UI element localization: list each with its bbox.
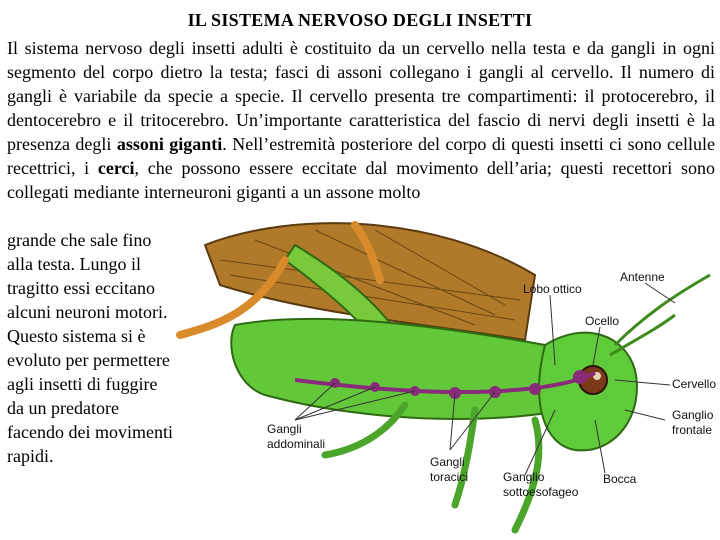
label-gangli-addominali-2: addominali xyxy=(267,437,326,451)
intro-text-3: , che possono essere eccitate dal movimento dell’aria; questi recettori sono collegati mediante interneuroni giganti a un assone molto xyxy=(7,158,716,202)
label-antenne: Antenne xyxy=(620,270,665,284)
page-title: IL SISTEMA NERVOSO DEGLI INSETTI xyxy=(187,10,533,30)
label-ganglio-sottoesofageo-1: Ganglio xyxy=(503,470,545,484)
label-lobo-ottico: Lobo ottico xyxy=(523,282,582,296)
intro-text-1: Il sistema nervoso degli insetti adulti è costituito da un cervello nella testa e da gangli in ogni segmento del corpo dietro la testa; fasci di assoni collegano i gangli al cervello. Il numero di gangli è variabile da specie a specie. Il cervello presenta tre compartimenti: il protocerebro, il dentocerebro e il tritocerebro. Un’importante caratteristica del fascio di nervi degli insetti è la presenza degli xyxy=(7,38,715,154)
label-ocello: Ocello xyxy=(585,314,620,328)
label-cervello: Cervello xyxy=(672,377,717,391)
label-ganglio-sottoesofageo-2: sottoesofageo xyxy=(503,485,579,499)
grasshopper-body xyxy=(231,319,587,419)
intro-text-2: . Nell’estremità posteriore del corpo di questi insetti ci sono cellule recettrici, i xyxy=(7,134,715,178)
term-giant-axons: assoni giganti xyxy=(116,134,223,154)
label-bocca: Bocca xyxy=(603,472,637,486)
intro-paragraph xyxy=(7,36,715,204)
label-ganglio-frontale-1: Ganglio xyxy=(672,408,714,422)
label-gangli-toracici-1: Gangli xyxy=(430,455,465,469)
label-gangli-toracici-2: toracici xyxy=(430,470,469,484)
grasshopper-nervous-system-illustration xyxy=(175,205,720,540)
antenna xyxy=(615,275,710,345)
label-gangli-addominali-1: Gangli xyxy=(267,422,302,436)
label-ganglio-frontale-2: frontale xyxy=(672,423,713,437)
term-cerci: cerci xyxy=(97,158,135,178)
side-paragraph: grande che sale fino alla testa. Lungo il tragitto essi eccitano alcuni neuroni motori. Questo sistema si è evoluto per permettere agli insetti di fuggire da un predatore facendo dei movimenti rapidi. xyxy=(7,230,173,466)
